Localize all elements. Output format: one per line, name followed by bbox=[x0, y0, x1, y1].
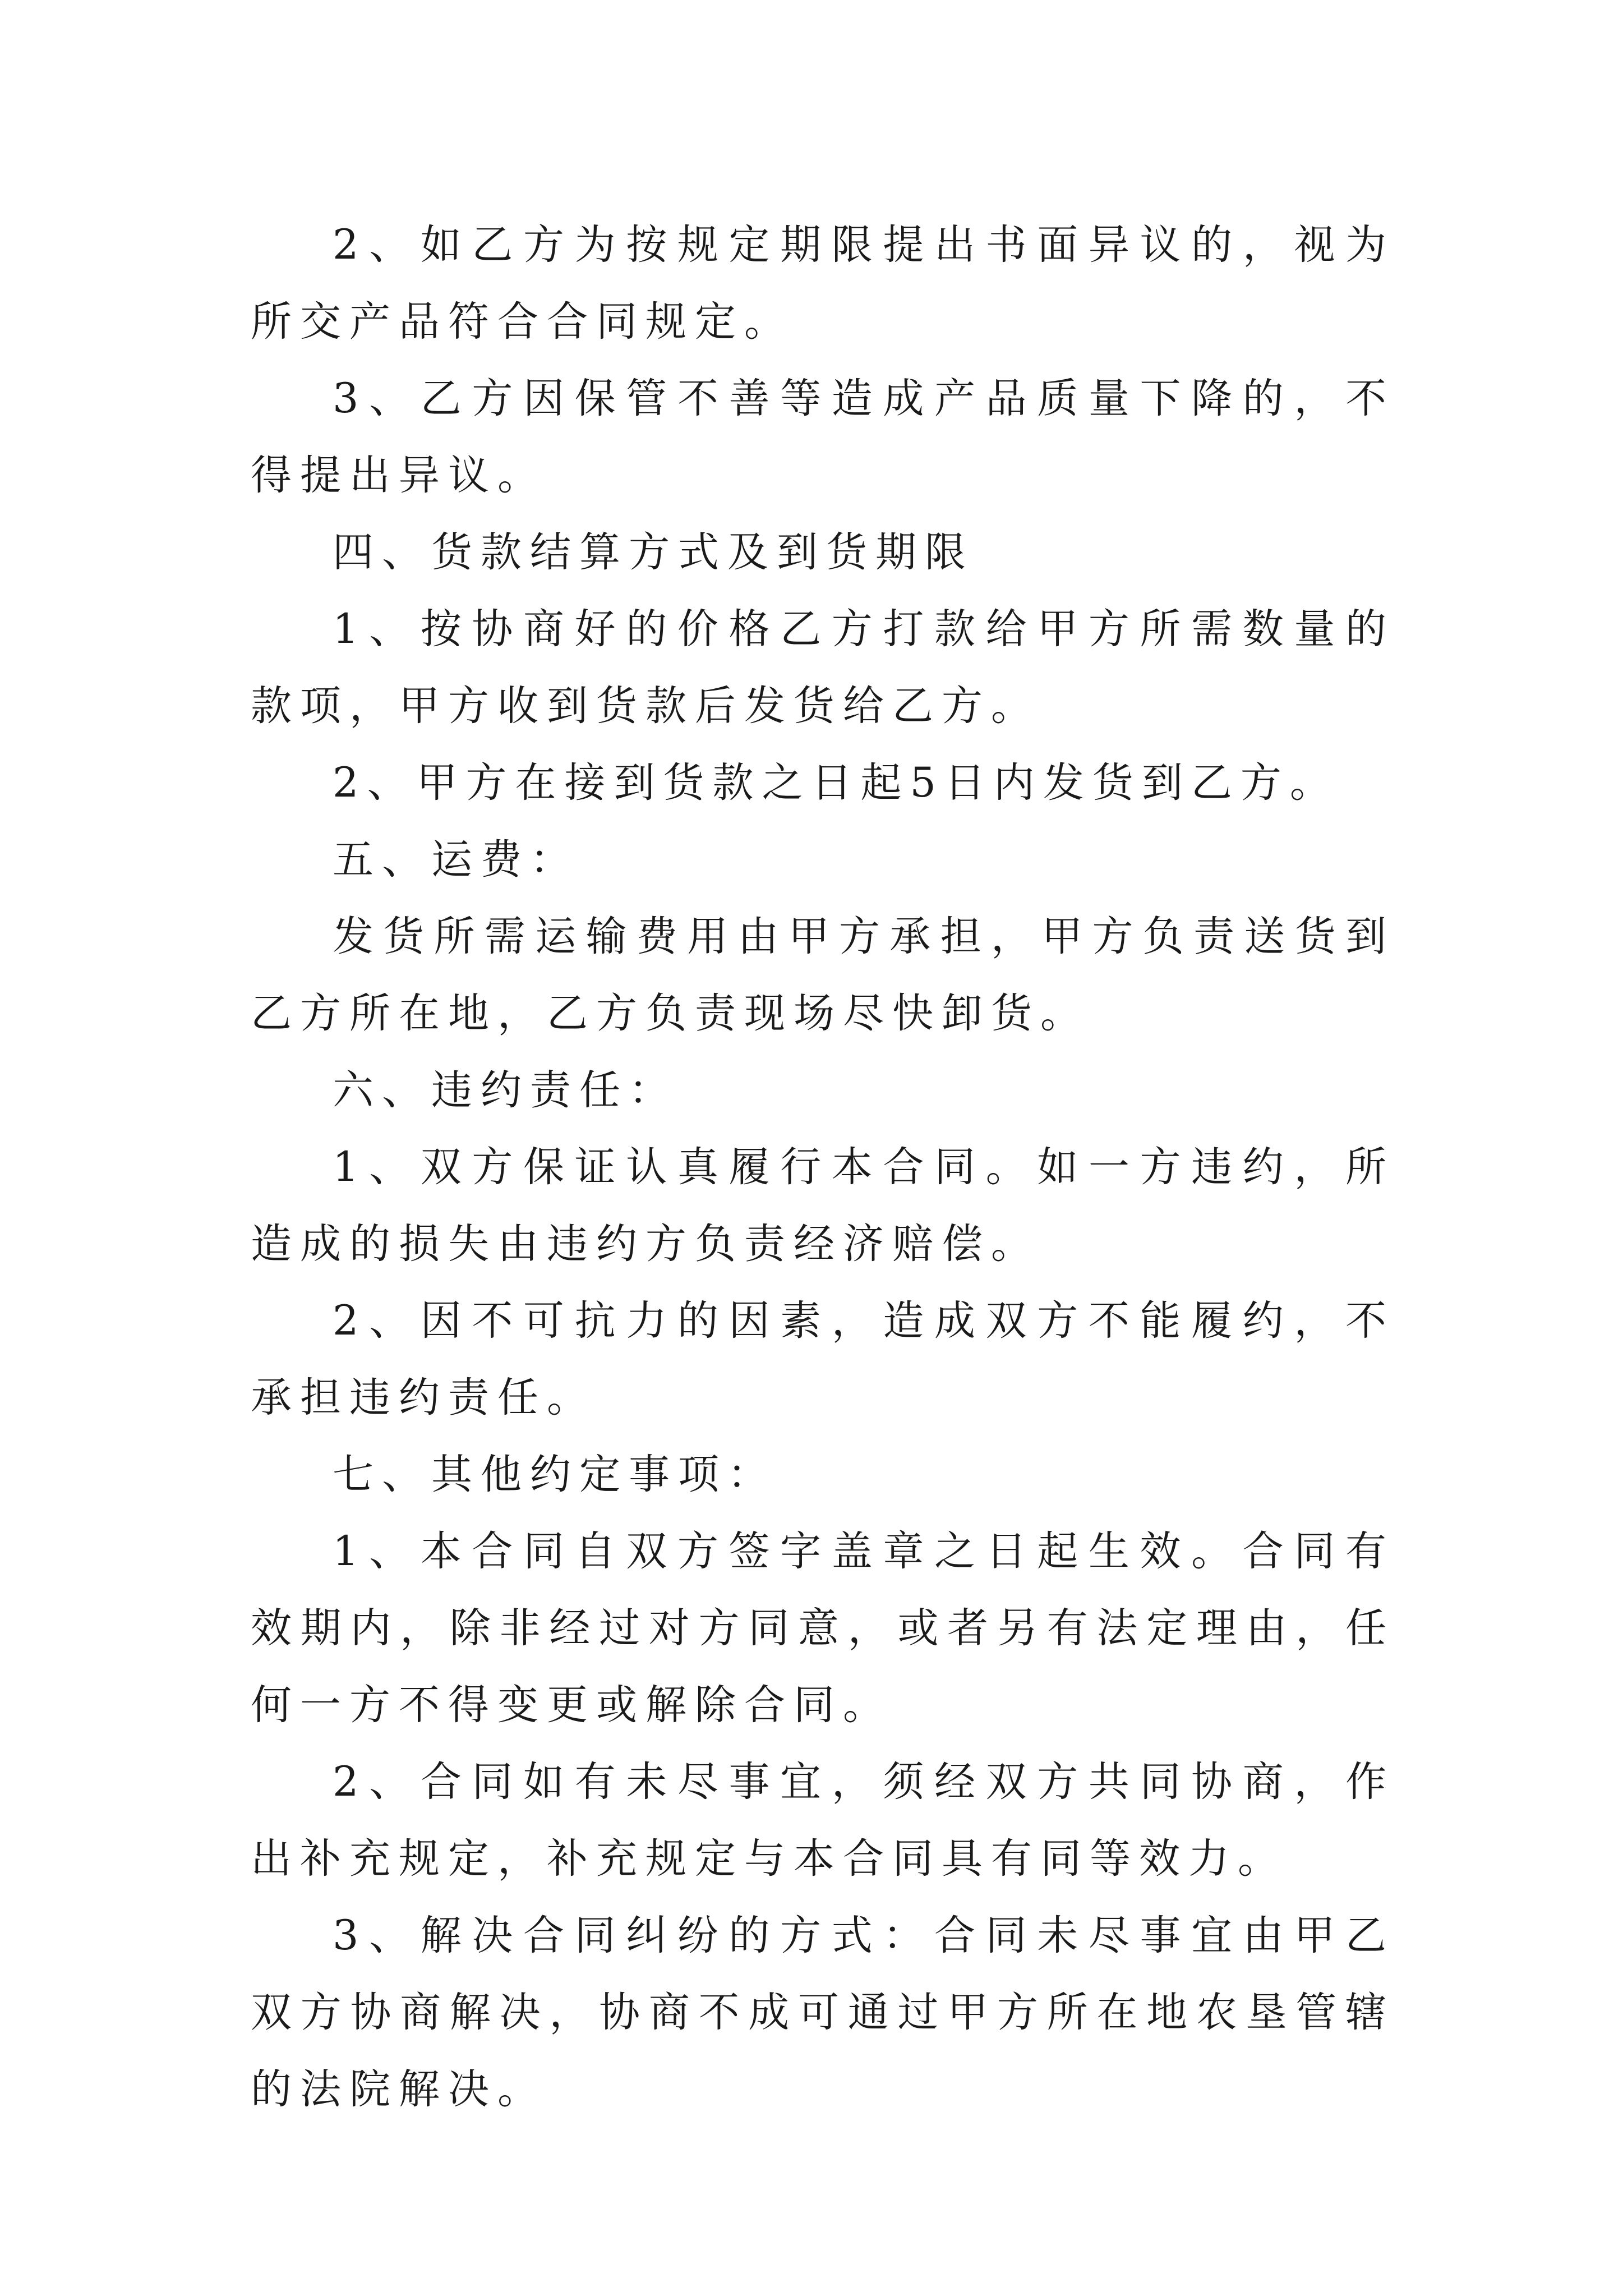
paragraph-freight-terms: 发货所需运输费用由甲方承担，甲方负责送货到乙方所在地，乙方负责现场尽快卸货。 bbox=[251, 913, 1395, 1037]
paragraph-storage-quality: 3、乙方因保管不善等造成产品质量下降的，不得提出异议。 bbox=[251, 375, 1395, 499]
paragraph-force-majeure: 2、因不可抗力的因素，造成双方不能履约，不承担违约责任。 bbox=[251, 1297, 1395, 1421]
section-heading-freight: 五、运费： bbox=[333, 836, 579, 884]
paragraph-objection-deadline: 2、如乙方为按规定期限提出书面异议的，视为所交产品符合合同规定。 bbox=[251, 221, 1395, 346]
document-body bbox=[251, 206, 1395, 2128]
paragraph-delivery-deadline: 2、甲方在接到货款之日起5日内发货到乙方。 bbox=[333, 759, 1339, 807]
paragraph-dispute-resolution: 3、解决合同纠纷的方式：合同未尽事宜由甲乙双方协商解决，协商不成可通过甲方所在地农垦管辖的法院解决。 bbox=[251, 1912, 1395, 2113]
paragraph-breach-compensation: 1、双方保证认真履行本合同。如一方违约，所造成的损失由违约方负责经济赔偿。 bbox=[251, 1143, 1395, 1268]
paragraph-supplementary-terms: 2、合同如有未尽事宜，须经双方共同协商，作出补充规定，补充规定与本合同具有同等效力。 bbox=[251, 1758, 1395, 1883]
section-heading-liability: 六、违约责任： bbox=[333, 1066, 678, 1114]
paragraph-payment-terms: 1、按协商好的价格乙方打款给甲方所需数量的款项，甲方收到货款后发货给乙方。 bbox=[251, 605, 1395, 730]
paragraph-effective-date: 1、本合同自双方签字盖章之日起生效。合同有效期内，除非经过对方同意，或者另有法定理由，任何一方不得变更或解除合同。 bbox=[251, 1527, 1395, 1729]
section-heading-other-terms: 七、其他约定事项： bbox=[333, 1451, 777, 1498]
section-heading-payment: 四、货款结算方式及到货期限 bbox=[333, 528, 974, 576]
